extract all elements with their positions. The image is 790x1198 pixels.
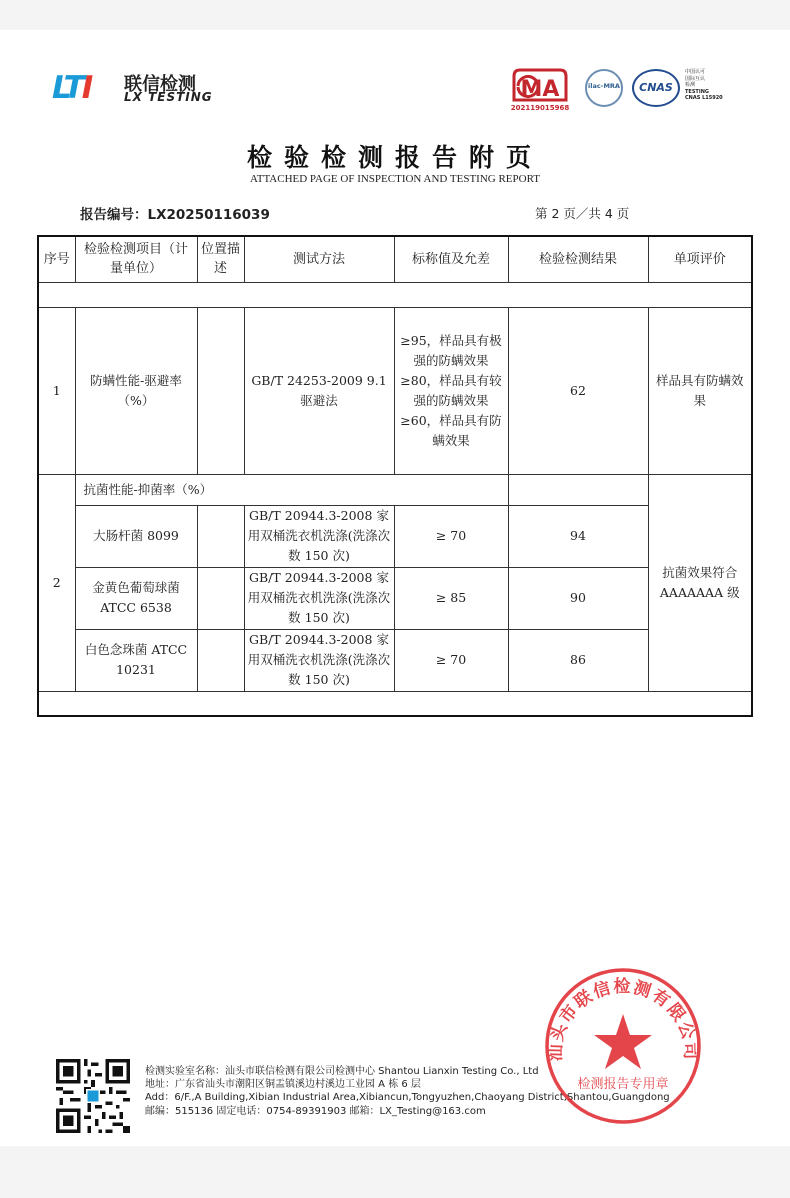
header-method: 测试方法 [244, 236, 394, 282]
row2-sub3-item: 白色念珠菌 ATCC 10231 [75, 629, 197, 691]
row1-seq: 1 [38, 307, 75, 474]
ilac-mra-icon [585, 69, 623, 107]
row2-group-blank [508, 474, 648, 505]
row2-sub1-position [197, 505, 244, 567]
report-number: 报告编号：LX20250116039 [80, 207, 270, 223]
report-title: 检验检测报告附页 [246, 143, 543, 172]
row2-seq: 2 [38, 474, 75, 691]
cnas-text-line: CNAS L15920 [685, 95, 723, 101]
row2-group-title: 抗菌性能-抑菌率（%） [75, 474, 508, 505]
row1-position [197, 307, 244, 474]
page-number: 第 2 页／共 4 页 [535, 206, 630, 221]
spacer-row [38, 691, 752, 716]
header-item: 检验检测项目（计量单位） [75, 236, 197, 282]
qr-code-icon [56, 1059, 130, 1133]
cnas-label: CNAS [639, 81, 673, 94]
row2-sub1-item: 大肠杆菌 8099 [75, 505, 197, 567]
logo-english-name: LX TESTING [124, 90, 213, 104]
row2-sub1-result: 94 [508, 505, 648, 567]
seal-ring-text: 汕头市联信检测有限公司 [545, 977, 701, 1062]
table-row [38, 307, 752, 474]
row1-standard: ≥95，样品具有极强的防螨效果 ≥80，样品具有较强的防螨效果 ≥60，样品具有防螨效果 [394, 307, 508, 474]
top-margin [0, 0, 790, 30]
header-evaluation: 单项评价 [648, 236, 752, 282]
table-row [38, 474, 752, 505]
table-row [38, 505, 752, 567]
spacer-row [38, 282, 752, 307]
spacer-cell [38, 282, 752, 307]
row1-evaluation: 样品具有防螨效果 [648, 307, 752, 474]
footer-contact: 邮编：515136 固定电话：0754-89391903 邮箱：LX_Testing@163.com [145, 1105, 486, 1117]
cma-number: 202119015968 [510, 104, 570, 112]
row2-sub3-result: 86 [508, 629, 648, 691]
table-row [38, 567, 752, 629]
official-seal-icon [543, 966, 703, 1126]
header-seq: 序号 [38, 236, 75, 282]
report-subtitle: ATTACHED PAGE OF INSPECTION AND TESTING REPORT [250, 173, 540, 185]
row1-method: GB/T 24253-2009 9.1 驱避法 [244, 307, 394, 474]
seal-bottom-text: 检测报告专用章 [577, 1077, 669, 1092]
header-position: 位置描述 [197, 236, 244, 282]
row1-item: 防螨性能-驱避率（%） [75, 307, 197, 474]
table-row [38, 629, 752, 691]
row2-sub2-method: GB/T 20944.3-2008 家用双桶洗衣机洗涤(洗涤次数 150 次) [244, 567, 394, 629]
row2-sub1-standard: ≥ 70 [394, 505, 508, 567]
company-logo [52, 68, 232, 108]
cnas-text-line: TESTING [685, 88, 709, 95]
spacer-cell [38, 691, 752, 716]
logo-mark: LTI [52, 70, 91, 106]
footer-address-cn: 地址：广东省汕头市潮阳区铜盂镇溪边村溪边工业园 A 栋 6 层 [145, 1079, 421, 1091]
results-table [37, 235, 753, 717]
cnas-text-line: 国际互认 [685, 75, 706, 82]
row2-sub2-position [197, 567, 244, 629]
svg-text:MA: MA [520, 77, 560, 102]
certification-marks [508, 66, 738, 116]
footer-lab-name: 检测实验室名称：汕头市联信检测有限公司检测中心 Shantou Lianxin Testing Co., Ltd [145, 1066, 539, 1077]
row2-sub2-result: 90 [508, 567, 648, 629]
table-header-row [38, 236, 752, 282]
cnas-text-line: 检测 [685, 82, 696, 88]
row2-sub1-method: GB/T 20944.3-2008 家用双桶洗衣机洗涤(洗涤次数 150 次) [244, 505, 394, 567]
header-standard: 标称值及允差 [394, 236, 508, 282]
row2-sub3-method: GB/T 20944.3-2008 家用双桶洗衣机洗涤(洗涤次数 150 次) [244, 629, 394, 691]
cnas-accreditation-text [685, 69, 741, 102]
row2-sub3-position [197, 629, 244, 691]
footer-address-en: Add：6/F.,A Building,Xibian Industrial Area,Xibiancun,Tongyuzhen,Chaoyang District,Shantou,Guangdong [145, 1092, 670, 1104]
ilac-label: ilac-MRA [588, 82, 620, 90]
cnas-text-line: 中国认可 [685, 69, 706, 75]
bottom-margin [0, 1146, 790, 1198]
cnas-icon [632, 69, 680, 107]
row2-evaluation: 抗菌效果符合AAAAAAA 级 [648, 474, 752, 691]
row2-sub2-item: 金黄色葡萄球菌 ATCC 6538 [75, 567, 197, 629]
header-result: 检验检测结果 [508, 236, 648, 282]
row2-sub3-standard: ≥ 70 [394, 629, 508, 691]
row2-sub2-standard: ≥ 85 [394, 567, 508, 629]
row1-result: 62 [508, 307, 648, 474]
logo-chinese-name: 联信检测 [124, 74, 196, 95]
